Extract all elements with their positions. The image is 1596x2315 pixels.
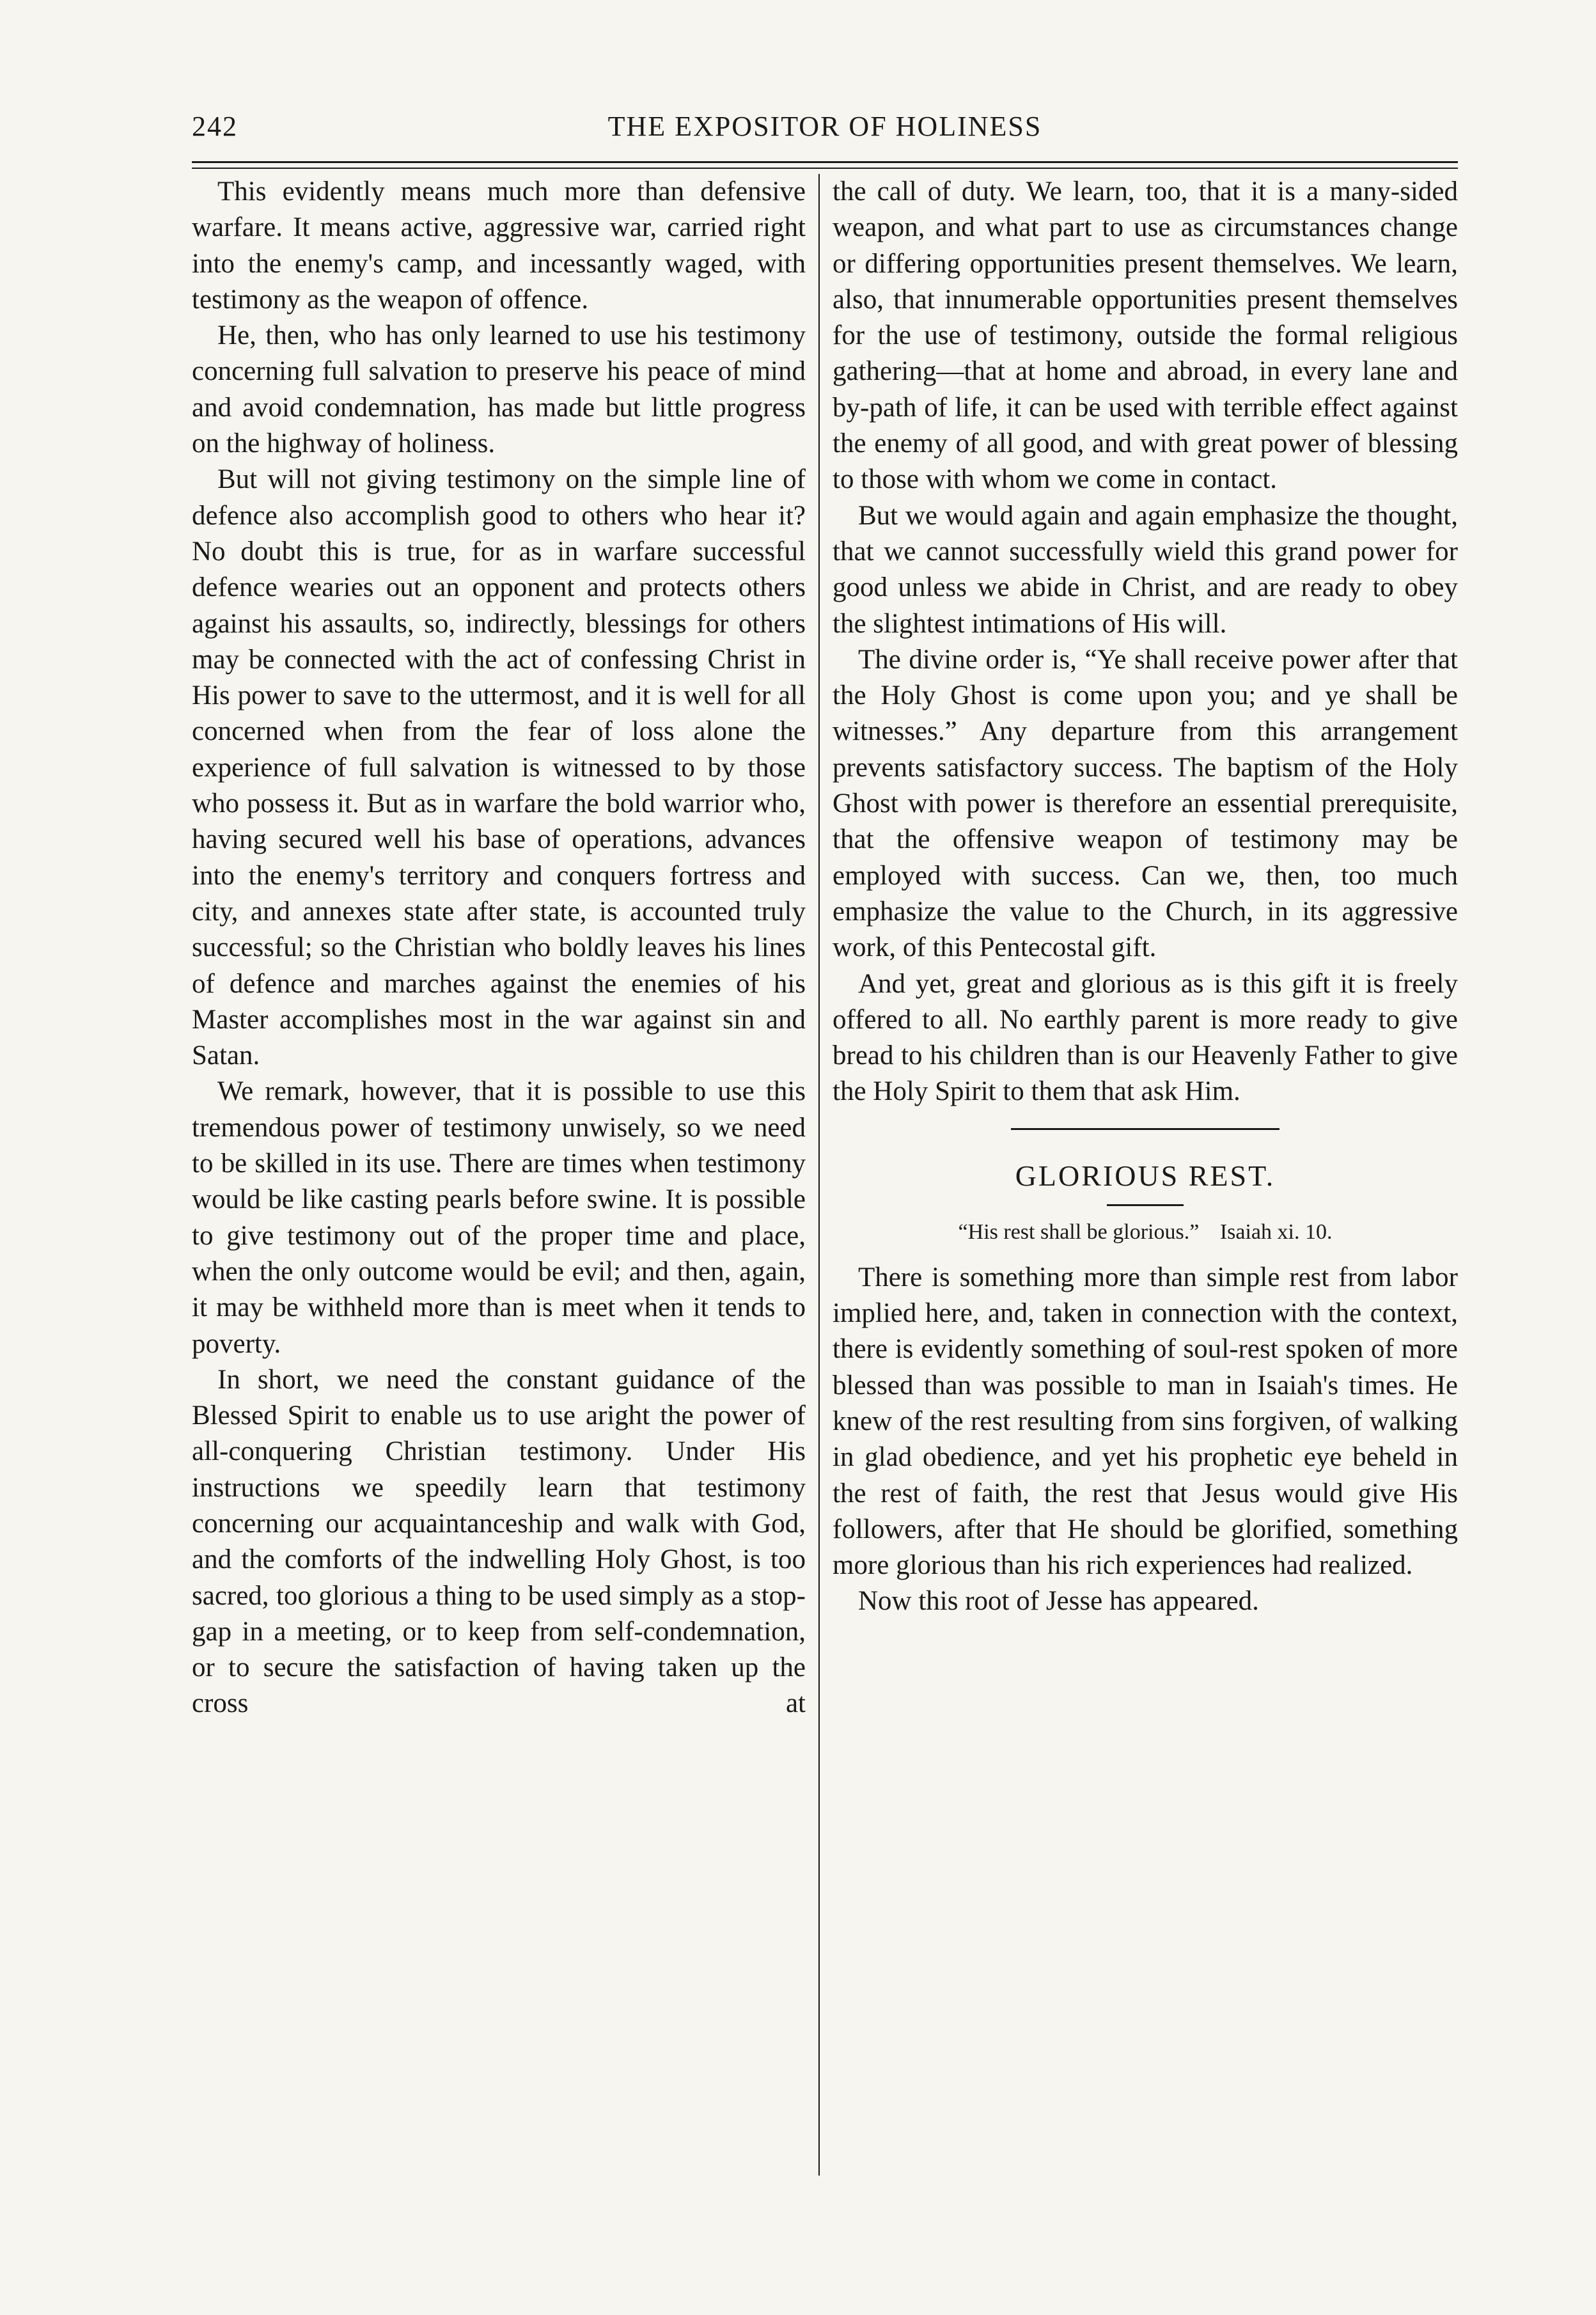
- paragraph: But we would again and again emphasize the thought, that we cannot successfully wield this grand power for good unless we abide in Christ, and are ready to obey the slightest intimations of His will.: [833, 500, 1458, 639]
- paragraph: We remark, however, that it is possible to use this tremendous power of testimony unwisely, so we need to be skilled in its use. There are times when testimony would be like casting pearls before swine. It is possible to give testimony out of the proper time and place, when the only outcome would be evil; and then, again, it may be withheld more than is meet when it tends to poverty.: [192, 1076, 806, 1359]
- paragraph: And yet, great and glorious as is this gift it is freely offered to all. No earthly parent is more ready to give bread to his children than is our Heavenly Father to give the Holy Spirit to them that ask Him.: [833, 968, 1458, 1107]
- page-number: 242: [192, 111, 238, 142]
- paragraph: This evidently means much more than defensive warfare. It means active, aggressive war, carried right into the enemy's camp, and incessantly waged, with testimony as the weapon of offence.: [192, 177, 806, 315]
- article-title: GLORIOUS REST.: [1015, 1159, 1276, 1192]
- paragraph: In short, we need the constant guidance of the Blessed Spirit to enable us to use aright the power of all-conquering Christian testimony. Under His instructions we speedily learn that testimony concerning our acquaintanceship and walk with God, and the comforts of the indwelling Holy Ghost, is too sacred, too glorious a thing to be used simply as a stop-gap in a meeting, or to keep from self-condemnation, or to secure the satisfaction of having taken up the cross at: [192, 1364, 806, 1719]
- paragraph: The divine order is, “Ye shall receive power after that the Holy Ghost is come upon you; and ye shall be witnesses.” Any departure from this arrangement prevents satisfactory success. The baptism of the Holy Ghost with power is therefore an essential prerequisite, that the offensive weapon of testimony may be employed with success. Can we, then, too much emphasize the value to the Church, in its aggressive work, of this Pentecostal gift.: [833, 644, 1458, 963]
- title-underline: [1107, 1204, 1184, 1206]
- paragraph: He, then, who has only learned to use his testimony concerning full salvation to preserve his peace of mind and avoid condemnation, has made but little progress on the highway of holiness.: [192, 320, 806, 459]
- paragraph: There is something more than simple rest from labor implied here, and, taken in connection with the context, there is evidently something of soul-rest spoken of more blessed than was possible to man in Isaiah's times. He knew of the rest resulting from sins forgiven, of walking in glad obedience, and yet his prophetic eye beheld in the rest of faith, the rest that Jesus would give His followers, after that He should be glorified, something more glorious than his rich experiences had realized.: [833, 1262, 1458, 1581]
- section-divider: [1011, 1128, 1279, 1130]
- epigraph-reference: Isaiah xi. 10.: [1219, 1220, 1333, 1244]
- left-column: [192, 174, 806, 1722]
- epigraph: [833, 1218, 1458, 1247]
- column-divider: [818, 174, 820, 2176]
- header-rule-bottom: [192, 168, 1458, 169]
- epigraph-quote: “His rest shall be glorious.”: [958, 1220, 1200, 1244]
- right-column: [833, 174, 1458, 1620]
- paragraph: Now this root of Jesse has appeared.: [858, 1586, 1259, 1617]
- paragraph: the call of duty. We learn, too, that it is a many-sided weapon, and what part to use as circumstances change or differing opportunities present themselves. We learn, also, that innumerable opportunities present themselves for the use of testimony, outside the formal religious gathering—that at home and abroad, in every lane and by-path of life, it can be used with terrible effect against the enemy of all good, and with great power of blessing to those with whom we come in contact.: [833, 177, 1458, 495]
- paragraph: But will not giving testimony on the simple line of defence also accomplish good to others who hear it? No doubt this is true, for as in warfare successful defence wearies out an opponent and protects others against his assaults, so, indirectly, blessings for others may be connected with the act of confessing Christ in His power to save to the uttermost, and it is well for all concerned when from the fear of loss alone the experience of full salvation is witnessed to by those who possess it. But as in warfare the bold warrior who, having secured well his base of operations, advances into the enemy's territory and conquers fortress and city, and annexes state after state, is accounted truly successful; so the Christian who boldly leaves his lines of defence and marches against the enemies of his Master accomplishes most in the war against sin and Satan.: [192, 464, 806, 1071]
- header-rule-top: [192, 161, 1458, 163]
- page-header: [192, 107, 1458, 152]
- running-title: THE EXPOSITOR OF HOLINESS: [607, 111, 1042, 142]
